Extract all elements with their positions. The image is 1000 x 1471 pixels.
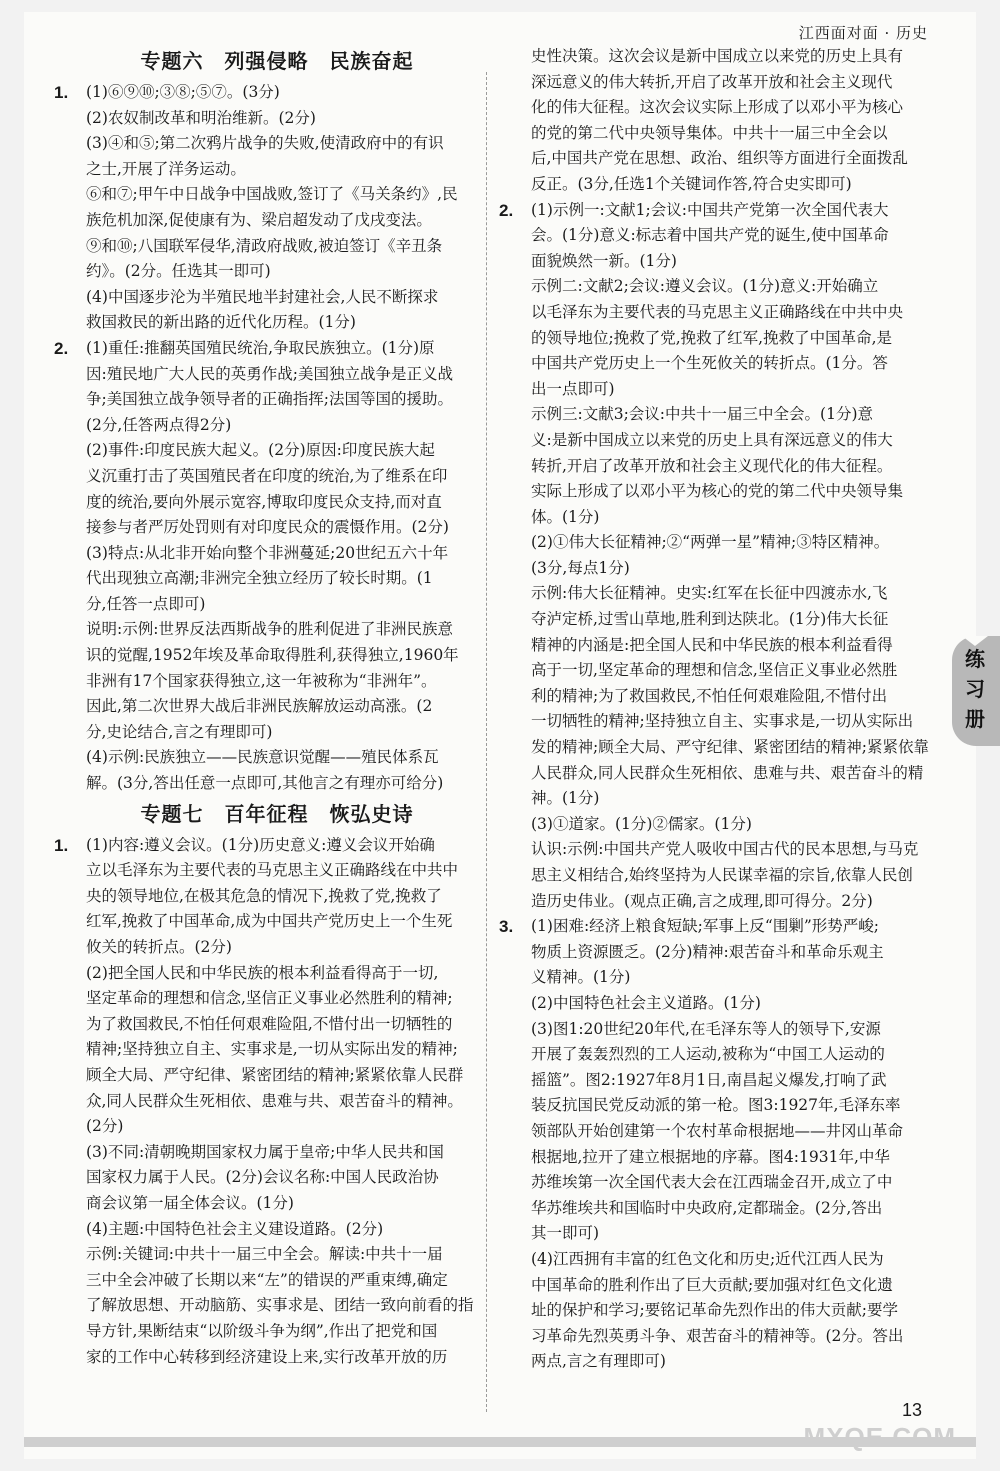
answer-line: 分,史论结合,言之有理即可) xyxy=(86,722,273,741)
answer-line: 救国救民的新出路的近代化历程。(1分) xyxy=(86,313,356,332)
answer-line: 发的精神;顾全大局、严守纪律、紧密团结的精神;紧紧依靠 xyxy=(531,738,929,757)
answer-line: (4)示例:民族独立——民族意识觉醒——殖民体系瓦 xyxy=(86,748,439,767)
answer-line: (1)重任:推翻英国殖民统治,争取民族独立。(1分)原 xyxy=(86,338,435,357)
answer-line: 说明:示例:世界反法西斯战争的胜利促进了非洲民族意 xyxy=(86,620,453,639)
question-number: 2. xyxy=(499,200,514,220)
answer-line: (1)困难:经济上粮食短缺;军事上反“围剿”形势严峻; xyxy=(531,917,879,936)
answer-line: 顾全大局、严守纪律、紧密团结的精神;紧紧依靠人民群 xyxy=(86,1065,464,1084)
answer-line: 示例:关键词:中共十一届三中全会。解读:中共十一届 xyxy=(86,1245,443,1264)
answer-line: 约》。(2分。任选其一即可) xyxy=(86,262,271,281)
answer-line: 家的工作中心转移到经济建设上来,实行改革开放的历 xyxy=(86,1347,448,1366)
answer-line: (3)特点:从北非开始向整个非洲蔓延;20世纪五六十年 xyxy=(86,543,449,562)
answer-line: 导方针,果断结束“以阶级斗争为纲”,作出了把党和国 xyxy=(86,1321,438,1340)
answer-line: 攸关的转折点。(2分) xyxy=(86,938,232,956)
question-1 xyxy=(54,80,492,336)
answer-line: 众,同人民群众生死相依、患难与共、艰苦奋斗的精神。 xyxy=(86,1091,463,1110)
answer-line: 习革命先烈英勇斗争、艰苦奋斗的精神等。(2分。答出 xyxy=(531,1326,904,1345)
answer-line: (2)①伟大长征精神;②“两弹一星”精神;③特区精神。 xyxy=(531,533,890,552)
answer-line: 义精神。(1分) xyxy=(531,968,631,987)
page-number: 13 xyxy=(901,1400,922,1420)
left-column xyxy=(54,44,492,1370)
answer-line: 立以毛泽东为主要代表的马克思主义正确路线在中共中 xyxy=(86,861,459,880)
answer-line: (4)江西拥有丰富的红色文化和历史;近代江西人民为 xyxy=(531,1249,884,1268)
answer-line: 商会议第一届全体会议。(1分) xyxy=(86,1193,294,1212)
answer-line: 了解放思想、开动脑筋、实事求是、团结一致向前看的指 xyxy=(86,1296,474,1315)
answer-line: 识的觉醒,1952年埃及革命取得胜利,获得独立,1960年 xyxy=(86,646,459,665)
answer-lines xyxy=(531,198,937,915)
answer-line: (3)图1:20世纪20年代,在毛泽东等人的领导下,安源 xyxy=(531,1019,881,1038)
answer-line: 高于一切,坚定革命的理想和信念,坚信正义事业必然胜 xyxy=(531,661,898,680)
answer-line: (1)内容:遵义会议。(1分)历史意义:遵义会议开始确 xyxy=(86,835,435,854)
answer-line: 国家权力属于人民。(2分)会议名称:中国人民政治协 xyxy=(86,1168,439,1187)
answer-line: (1)⑥⑨⑩;③⑧;⑤⑦。(3分) xyxy=(86,83,280,101)
answer-line: 中国革命的胜利作出了巨大贡献;要加强对红色文化遗 xyxy=(531,1275,893,1294)
answer-line: (2)中国特色社会主义道路。(1分) xyxy=(531,993,761,1012)
question-number: 3. xyxy=(499,917,514,937)
answer-line: 的领导地位;挽救了党,挽救了红军,挽救了中国革命,是 xyxy=(531,328,893,347)
answer-line: 造历史伟业。(观点正确,言之成理,即可得分。2分) xyxy=(531,891,873,910)
running-header: 江西面对面 · 历史 xyxy=(798,24,928,42)
answer-line: 的党的第二代中央领导集体。中共十一届三中全会以 xyxy=(531,123,888,142)
answer-lines xyxy=(531,914,937,1375)
answer-line: (2)事件:印度民族大起义。(2分)原因:印度民族大起 xyxy=(86,441,435,460)
answer-line: 非洲有17个国家获得独立,这一年被称为“非洲年”。 xyxy=(86,671,437,690)
answer-line: 认识:示例:中国共产党人吸收中国古代的民本思想,与马克 xyxy=(531,840,919,859)
answer-line: 苏维埃第一次全国代表大会在江西瑞金召开,成立了中 xyxy=(531,1173,893,1192)
answer-line: 精神;坚持独立自主、实事求是,一切从实际出发的精神; xyxy=(86,1040,458,1059)
answer-line: 思主义相结合,始终坚持为人民谋幸福的宗旨,依靠人民创 xyxy=(531,866,913,884)
answer-line: 以毛泽东为主要代表的马克思主义正确路线在中共中央 xyxy=(531,302,904,321)
answer-line: 示例三:文献3;会议:中共十一届三中全会。(1分)意 xyxy=(531,405,873,424)
answer-line: 出一点即可) xyxy=(531,379,615,398)
question-number: 2. xyxy=(54,338,69,358)
answer-line: 人民群众,同人民群众生死相依、患难与共、艰苦奋斗的精 xyxy=(531,763,924,782)
answer-line: 因此,第二次世界大战后非洲民族解放运动高涨。(2 xyxy=(86,697,433,716)
answer-line: 为了救国救民,不怕任何艰难险阻,不惜付出一切牺牲的 xyxy=(86,1014,453,1033)
answer-line: 义:是新中国成立以来党的历史上具有深远意义的伟大 xyxy=(531,430,893,449)
answer-line: 中国共产党历史上一个生死攸关的转折点。(1分。答 xyxy=(531,354,888,373)
answer-line: 址的保护和学习;要铭记革命先烈作出的伟大贡献;要学 xyxy=(531,1301,898,1320)
answer-line: 义沉重打击了英国殖民者在印度的统治,为了维系在印 xyxy=(86,466,448,485)
question-3-section-7 xyxy=(499,914,937,1375)
answer-lines xyxy=(86,336,492,797)
answer-line: 解。(3分,答出任意一点即可,其他言之有理亦可给分) xyxy=(86,774,444,793)
answer-line: ⑨和⑩;八国联军侵华,清政府战败,被迫签订《辛丑条 xyxy=(86,236,443,255)
answer-line: 神。(1分) xyxy=(531,789,600,808)
answer-line: 三中全会冲破了长期以来“左”的错误的严重束缚,确定 xyxy=(86,1270,448,1289)
section-title-7: 专题七 百年征程 恢弘史诗 xyxy=(140,801,414,826)
answer-line: 示例:伟大长征精神。史实:红军在长征中四渡赤水,飞 xyxy=(531,584,888,603)
answer-line: 央的领导地位,在极其危急的情况下,挽救了党,挽救了 xyxy=(86,886,442,905)
answer-line: 之士,开展了洋务运动。 xyxy=(86,159,246,178)
answer-line: 开展了轰轰烈烈的工人运动,被称为“中国工人运动的 xyxy=(531,1045,885,1064)
question-1-continued xyxy=(507,44,937,198)
answer-line: 红军,挽救了中国革命,成为中国共产党历史上一个生死 xyxy=(86,912,453,931)
question-number: 1. xyxy=(54,835,69,855)
answer-line: 领部队开始创建第一个农村革命根据地——井冈山革命 xyxy=(531,1121,904,1140)
answer-line: 两点,言之有理即可) xyxy=(531,1352,666,1371)
answer-line: 华苏维埃共和国临时中央政府,定都瑞金。(2分,答出 xyxy=(531,1198,883,1217)
answer-line: 因:殖民地广大人民的英勇作战;美国独立战争是正义战 xyxy=(86,364,453,383)
question-2 xyxy=(54,336,492,797)
answer-line: 史性决策。这次会议是新中国成立以来党的历史上具有 xyxy=(531,47,904,65)
answer-line: (2)农奴制改革和明治维新。(2分) xyxy=(86,108,316,127)
answer-line: (4)中国逐步沦为半殖民地半封建社会,人民不断探求 xyxy=(86,287,439,306)
answer-line: 代出现独立高潮;非洲完全独立经历了较长时期。(1 xyxy=(86,569,433,588)
answer-line: 度的统治,要向外展示宽容,博取印度民众支持,而对直 xyxy=(86,492,442,511)
bottom-bar xyxy=(24,1437,976,1447)
answer-line: (3)①道家。(1分)②儒家。(1分) xyxy=(531,814,752,833)
answer-line: 精神的内涵是:把全国人民和中华民族的根本利益看得 xyxy=(531,635,893,654)
answer-line: 利的精神;为了救国救民,不怕任何艰难险阻,不惜付出 xyxy=(531,686,888,705)
answer-line: 转折,开启了改革开放和社会主义现代化的伟大征程。 xyxy=(531,456,893,475)
answer-line: 化的伟大征程。这次会议实际上形成了以邓小平为核心 xyxy=(531,98,904,117)
answer-line: 实际上形成了以邓小平为核心的党的第二代中央领导集 xyxy=(531,482,904,501)
answer-line: ⑥和⑦;甲午中日战争中国战败,签订了《马关条约》,民 xyxy=(86,185,458,204)
answer-lines xyxy=(531,44,937,198)
answer-line: (4)主题:中国特色社会主义建设道路。(2分) xyxy=(86,1219,384,1238)
answer-line: (2)把全国人民和中华民族的根本利益看得高于一切, xyxy=(86,963,439,982)
answer-line: 体。(1分) xyxy=(531,507,600,526)
answer-line: 族危机加深,促使康有为、梁启超发动了戊戌变法。 xyxy=(86,210,432,229)
answer-line: 后,中国共产党在思想、政治、组织等方面进行全面拨乱 xyxy=(531,149,908,168)
answer-line: 会。(1分)意义:标志着中国共产党的诞生,使中国革命 xyxy=(531,226,889,245)
right-column xyxy=(499,44,937,1375)
side-tab-label: 练 习 册 xyxy=(965,647,985,731)
answer-line: 物质上资源匮乏。(2分)精神:艰苦奋斗和革命乐观主 xyxy=(531,942,884,961)
answer-line: (3)不同:清朝晚期国家权力属于皇帝;中华人民共和国 xyxy=(86,1142,444,1161)
answer-line: 根据地,拉开了建立根据地的序幕。图4:1931年,中华 xyxy=(531,1147,890,1166)
answer-line: (3分,每点1分) xyxy=(531,558,630,577)
question-2-section-7 xyxy=(499,198,937,915)
answer-line: (2分,任答两点得2分) xyxy=(86,415,232,434)
answer-line: (3)④和⑤;第二次鸦片战争的失败,使清政府中的有识 xyxy=(86,134,444,153)
answer-line: 分,任答一点即可) xyxy=(86,594,206,613)
answer-line: 面貌焕然一新。(1分) xyxy=(531,251,677,270)
answer-line: 深远意义的伟大转折,开启了改革开放和社会主义现代 xyxy=(531,72,893,91)
answer-line: (1)示例一:文献1;会议:中国共产党第一次全国代表大 xyxy=(531,200,889,219)
answer-line: 示例二:文献2;会议:遵义会议。(1分)意义:开始确立 xyxy=(531,277,879,296)
answer-line: 反正。(3分,任选1个关键词作答,符合史实即可) xyxy=(531,174,852,193)
answer-line: 装反抗国民党反动派的第一枪。图3:1927年,毛泽东率 xyxy=(531,1096,901,1115)
answer-lines xyxy=(86,80,492,336)
answer-line: 争;美国独立战争领导者的正确指挥;法国等国的援助。 xyxy=(86,390,453,409)
answer-line: 其一即可) xyxy=(531,1224,600,1243)
answer-line: 一切牺牲的精神;坚持独立自主、实事求是,一切从实际出 xyxy=(531,712,914,731)
answer-line: 坚定革命的理想和信念,坚信正义事业必然胜利的精神; xyxy=(86,989,453,1008)
section-title-6: 专题六 列强侵略 民族奋起 xyxy=(140,49,414,73)
answer-lines xyxy=(86,833,492,1370)
answer-line: (2分) xyxy=(86,1117,124,1136)
answer-line: 夺泸定桥,过雪山草地,胜利到达陕北。(1分)伟大长征 xyxy=(531,610,889,629)
question-1-section-7 xyxy=(54,833,492,1370)
answer-line: 接参与者严厉处罚则有对印度民众的震慑作用。(2分) xyxy=(86,518,449,537)
question-number: 1. xyxy=(54,83,69,102)
answer-line: 摇篮”。图2:1927年8月1日,南昌起义爆发,打响了武 xyxy=(531,1070,887,1089)
